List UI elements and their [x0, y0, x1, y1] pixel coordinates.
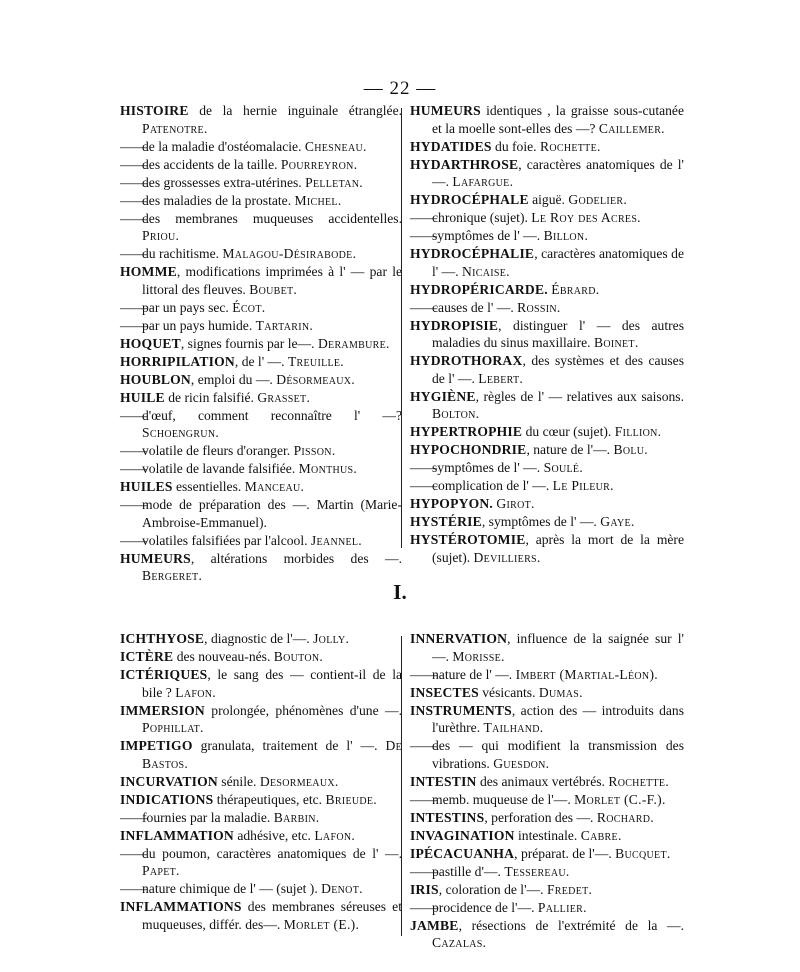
entry-text: des membranes muqueuses accidentelles.	[142, 210, 402, 226]
entry-author: Bolu.	[613, 442, 648, 457]
ditto-dash: ——	[120, 461, 148, 476]
entry-headword: JAMBE	[410, 917, 459, 933]
index-entry	[410, 459, 684, 477]
entry-headword: HUMEURS	[120, 550, 191, 566]
entry-text: du cœur (sujet).	[522, 424, 612, 439]
entry-headword: INNERVATION	[410, 631, 508, 646]
index-entry	[120, 648, 402, 666]
ditto-dash: ——	[120, 210, 148, 226]
entry-headword: HYPOCHONDRIE	[410, 442, 527, 457]
entry-text: identiques , la graisse sous-cutanée et la moelle sont-elles des —?	[432, 103, 684, 136]
ditto-dash: ——	[120, 246, 148, 261]
index-entry	[410, 702, 684, 737]
entry-author: Pallier.	[537, 899, 587, 915]
entry-author: Patenotre.	[142, 120, 208, 136]
entry-author: Treuille.	[287, 353, 345, 369]
entry-headword: ICHTHYOSE	[120, 631, 205, 646]
entry-text: memb. muqueuse de l'—.	[432, 791, 571, 807]
entry-author: Jeannel.	[310, 532, 363, 548]
entry-text: , coloration de l'—.	[438, 881, 544, 897]
index-entry	[120, 317, 402, 335]
entry-headword: HYDROPISIE	[410, 317, 499, 333]
page-number: — 22 —	[363, 78, 437, 99]
entry-headword: HOQUET	[120, 335, 181, 351]
index-entry	[120, 102, 402, 137]
index-entry	[120, 478, 402, 496]
index-entry	[410, 827, 684, 845]
entry-author: Le Pileur.	[552, 478, 614, 493]
index-entry	[410, 138, 684, 156]
entry-headword: HYSTÉRIE	[410, 514, 482, 529]
index-entry	[120, 737, 402, 772]
entry-headword: HYDROCÉPHALE	[410, 192, 529, 207]
index-column-top-right	[410, 102, 684, 567]
index-entry	[410, 209, 684, 227]
entry-author: Lafargue.	[452, 174, 514, 189]
entry-text: fournies par la maladie.	[142, 809, 271, 825]
entry-author: Derambure.	[317, 335, 390, 351]
entry-text: symptômes de l' —.	[432, 460, 541, 475]
entry-text: , des systèmes et des causes de l' —.	[432, 353, 684, 386]
ditto-dash: ——	[410, 478, 438, 493]
index-entry	[410, 809, 684, 827]
ditto-dash: ——	[120, 881, 148, 896]
entry-author: Malagou-Désirabode.	[222, 246, 357, 261]
entry-headword: INVAGINATION	[410, 827, 515, 843]
entry-text: essentielles.	[172, 479, 242, 494]
index-entry	[410, 245, 684, 280]
ditto-dash: ——	[120, 532, 148, 548]
ditto-dash: ——	[120, 845, 148, 861]
entry-headword: IPÉCACUANHA	[410, 845, 515, 861]
ditto-dash: ——	[120, 299, 148, 315]
entry-headword: IMPETIGO	[120, 738, 193, 753]
entry-author: Pisson.	[293, 443, 336, 458]
entry-author: Morlet (E.).	[283, 916, 360, 932]
entry-headword: HUMEURS	[410, 103, 481, 118]
entry-author: Cabre.	[580, 827, 622, 843]
index-entry	[410, 513, 684, 531]
entry-headword: IMMERSION	[120, 702, 205, 718]
entry-headword: INTESTIN	[410, 773, 477, 789]
entry-author: Dumas.	[538, 684, 583, 700]
index-entry	[120, 630, 402, 648]
entry-headword: HISTOIRE	[120, 103, 189, 118]
entry-text: volatiles falsifiées par l'alcool.	[142, 532, 308, 548]
entry-text: des nouveau-nés.	[173, 649, 271, 664]
entry-author: Nicaise.	[462, 263, 510, 279]
index-entry	[410, 299, 684, 317]
entry-headword: HOUBLON	[120, 371, 191, 387]
entry-text: , préparat. de l'—.	[514, 845, 612, 861]
ditto-dash: ——	[410, 228, 438, 243]
entry-text: , de l' —.	[234, 353, 285, 369]
entry-author: Barbin.	[273, 809, 320, 825]
entry-text: des accidents de la taille.	[142, 156, 278, 172]
index-entry	[410, 441, 684, 459]
entry-text: , résections de l'extrémité de la —.	[458, 917, 684, 933]
entry-author: Fillion.	[614, 424, 662, 439]
ditto-dash: ——	[120, 407, 148, 423]
entry-text: vésicants.	[478, 684, 536, 700]
index-entry	[410, 352, 684, 387]
entry-author: Billon.	[543, 228, 589, 243]
index-entry	[120, 192, 402, 210]
entry-text: volatile de fleurs d'oranger.	[142, 443, 291, 458]
entry-text: , le sang des — contient-il de la bile ?	[142, 667, 402, 700]
entry-author: Desormeaux.	[259, 773, 339, 789]
index-entry	[410, 191, 684, 209]
entry-author: Boubet.	[249, 281, 298, 297]
index-entry	[120, 845, 402, 880]
entry-author: Écot.	[232, 299, 266, 315]
index-entry	[120, 407, 402, 442]
index-entry	[120, 245, 402, 263]
entry-author: Lafon.	[175, 684, 216, 700]
entry-author: Bucquet.	[615, 845, 671, 861]
entry-author: Rochard.	[596, 809, 654, 825]
entry-text: du poumon, caractères anatomiques de l' —.	[142, 845, 402, 861]
entry-author: Schoengrun.	[142, 425, 220, 440]
index-entry	[410, 227, 684, 245]
ditto-dash: ——	[410, 210, 438, 225]
entry-author: Rochette.	[539, 138, 601, 154]
index-entry	[120, 371, 402, 389]
entry-text: aiguë.	[528, 192, 565, 207]
column-divider-bottom	[401, 636, 402, 936]
index-entry	[120, 156, 402, 174]
entry-text: , modifications imprimées à l' — par le littoral des fleuves.	[142, 264, 402, 297]
entry-headword: HUILE	[120, 389, 165, 405]
entry-text: volatile de lavande falsifiée.	[142, 461, 296, 476]
entry-author: Tessereau.	[504, 863, 570, 879]
index-entry	[120, 898, 402, 933]
entry-text: , nature de l'—.	[526, 442, 611, 457]
index-entry	[410, 917, 684, 952]
entry-text: des animaux vertébrés.	[476, 773, 605, 789]
entry-text: , emploi du —.	[190, 371, 273, 387]
entry-author: Girot.	[496, 496, 535, 511]
entry-author: Chesneau.	[304, 138, 367, 154]
ditto-dash: ——	[410, 666, 438, 682]
entry-text: sénile.	[217, 773, 257, 789]
entry-author: Papet.	[142, 863, 180, 878]
entry-headword: HYDROTHORAX	[410, 353, 523, 368]
entry-headword: INFLAMMATION	[120, 827, 234, 843]
entry-text: adhésive, etc.	[233, 827, 311, 843]
entry-text: des grossesses extra-utérines.	[142, 174, 302, 190]
index-entry	[120, 174, 402, 192]
ditto-dash: ——	[410, 738, 438, 753]
entry-text: , action des — introduits dans l'urèthre.	[432, 702, 684, 735]
column-divider-top	[401, 108, 402, 548]
entry-text: thérapeutiques, etc.	[213, 791, 323, 807]
entry-author: Jolly.	[313, 631, 350, 646]
entry-text: , altérations morbides des —.	[190, 550, 402, 566]
ditto-dash: ——	[120, 317, 148, 333]
entry-text: chronique (sujet).	[432, 210, 528, 225]
ditto-dash: ——	[410, 791, 438, 807]
entry-text: procidence de l'—.	[432, 899, 535, 915]
entry-text: par un pays sec.	[142, 299, 229, 315]
index-entry	[120, 496, 402, 531]
index-entry	[120, 702, 402, 737]
index-entry	[120, 138, 402, 156]
ditto-dash: ——	[120, 497, 148, 512]
entry-headword: INSECTES	[410, 684, 479, 700]
entry-author: Le Roy des Acres.	[531, 210, 641, 225]
index-entry	[410, 423, 684, 441]
index-entry	[120, 353, 402, 371]
entry-author: Pourreyron.	[280, 156, 358, 172]
entry-text: de la hernie inguinale étranglée.	[188, 103, 402, 118]
entry-author: Rossin.	[517, 299, 561, 315]
entry-author: Bolton.	[432, 406, 480, 421]
index-column-bottom-left	[120, 630, 402, 934]
index-entry	[120, 460, 402, 478]
entry-text: de ricin falsifié.	[164, 389, 254, 405]
entry-headword: HYGIÈNE	[410, 388, 476, 404]
entry-headword: INFLAMMATIONS	[120, 899, 242, 914]
index-entry	[120, 827, 402, 845]
entry-text: , symptômes de l' —.	[481, 514, 597, 529]
entry-headword: HYPOPYON.	[410, 496, 493, 511]
entry-headword: HUILES	[120, 479, 173, 494]
ditto-dash: ——	[410, 299, 438, 315]
index-entry	[410, 281, 684, 299]
entry-text: causes de l' —.	[432, 299, 514, 315]
ditto-dash: ——	[120, 192, 148, 208]
entry-author: Pophillat.	[142, 720, 204, 735]
ditto-dash: ——	[410, 863, 438, 879]
entry-author: Rochette.	[608, 773, 670, 789]
index-entry	[410, 881, 684, 899]
index-entry	[120, 809, 402, 827]
entry-text: complication de l' —.	[432, 478, 550, 493]
entry-author: Boinet.	[593, 335, 639, 350]
entry-text: granulata, traitement de l' —.	[192, 738, 378, 753]
entry-author: Caillemer.	[598, 120, 665, 136]
index-entry	[120, 263, 402, 298]
entry-author: Lafon.	[314, 827, 356, 843]
entry-headword: IRIS	[410, 881, 439, 897]
entry-headword: HYSTÉROTOMIE	[410, 532, 526, 547]
entry-author: Bergeret.	[142, 568, 203, 583]
entry-headword: HYDARTHROSE	[410, 156, 519, 172]
index-entry	[120, 666, 402, 701]
entry-author: Guesdon.	[493, 755, 550, 771]
index-entry	[120, 880, 402, 898]
entry-text: des — qui modifient la transmission des vibrations.	[432, 738, 684, 771]
ditto-dash: ——	[120, 443, 148, 458]
ditto-dash: ——	[120, 138, 148, 154]
index-entry	[410, 156, 684, 191]
entry-author: Désormeaux.	[276, 371, 355, 387]
entry-headword: HYDROCÉPHALIE	[410, 246, 535, 261]
entry-text: mode de préparation des —. Martin (Marie-Ambroise-Emmanuel).	[142, 497, 402, 530]
entry-author: Monthus.	[298, 461, 358, 476]
entry-text: de la maladie d'ostéomalacie.	[142, 138, 302, 154]
index-entry	[410, 531, 684, 566]
entry-author: Pelletan.	[305, 174, 363, 190]
entry-text: prolongée, phénomènes d'une —.	[204, 702, 402, 718]
ditto-dash: ——	[120, 156, 148, 172]
index-entry	[120, 299, 402, 317]
entry-headword: INTESTINS	[410, 809, 485, 825]
index-entry	[410, 630, 684, 665]
entry-headword: HYDROPÉRICARDE.	[410, 281, 548, 297]
entry-author: Tartarin.	[255, 317, 314, 333]
entry-author: Denot.	[321, 881, 363, 896]
entry-author: Grasset.	[257, 389, 311, 405]
entry-text: , après la mort de la mère (sujet).	[432, 532, 684, 565]
index-entry	[120, 210, 402, 245]
entry-text: , signes fournis par le—.	[180, 335, 315, 351]
entry-headword: INSTRUMENTS	[410, 702, 512, 718]
entry-text: des membranes séreuses et muqueuses, différ. des—.	[142, 899, 402, 932]
section-heading: I.	[393, 580, 407, 604]
entry-headword: ICTÈRE	[120, 649, 174, 664]
entry-text: , règles de l' — relatives aux saisons.	[475, 388, 684, 404]
index-entry	[410, 317, 684, 352]
index-column-bottom-right	[410, 630, 684, 952]
entry-headword: HOMME	[120, 264, 177, 279]
entry-author: Godelier.	[568, 192, 628, 207]
entry-text: , diagnostic de l'—.	[204, 631, 310, 646]
index-entry	[410, 684, 684, 702]
entry-author: Bouton.	[273, 649, 324, 664]
entry-text: , distinguer l' — des autres maladies du sinus maxillaire.	[432, 317, 684, 350]
index-entry	[410, 477, 684, 495]
entry-text: par un pays humide.	[142, 317, 253, 333]
index-entry	[410, 666, 684, 684]
entry-text: intestinale.	[514, 827, 578, 843]
entry-text: , perforation des —.	[484, 809, 594, 825]
entry-headword: HYDATIDES	[410, 138, 492, 154]
entry-author: Soulé.	[543, 460, 584, 475]
entry-author: Ébrard.	[551, 281, 600, 297]
ditto-dash: ——	[410, 899, 438, 915]
index-entry	[410, 737, 684, 772]
entry-author: Imbert (Martial-Léon).	[515, 666, 658, 682]
index-entry	[410, 102, 684, 137]
entry-author: Cazalas.	[432, 935, 487, 950]
entry-headword: INDICATIONS	[120, 791, 214, 807]
entry-text: d'œuf, comment reconnaître l' —?	[142, 407, 402, 423]
index-entry	[120, 389, 402, 407]
index-entry	[410, 845, 684, 863]
entry-author: De Bastos.	[142, 738, 402, 771]
entry-text: du rachitisme.	[142, 246, 220, 261]
index-entry	[410, 863, 684, 881]
index-entry	[120, 791, 402, 809]
entry-author: Priou.	[142, 228, 180, 243]
entry-author: Morisse.	[452, 648, 505, 664]
entry-text: nature chimique de l' — (sujet ).	[142, 881, 318, 896]
index-entry	[120, 335, 402, 353]
ditto-dash: ——	[120, 174, 148, 190]
index-entry	[410, 388, 684, 423]
ditto-dash: ——	[120, 809, 148, 825]
entry-text: du foie.	[491, 138, 537, 154]
entry-headword: ICTÉRIQUES	[120, 667, 208, 682]
entry-author: Lebert.	[478, 370, 524, 386]
index-entry	[410, 899, 684, 917]
index-entry	[410, 495, 684, 513]
entry-author: Devilliers.	[473, 549, 541, 565]
index-entry	[410, 773, 684, 791]
index-entry	[120, 442, 402, 460]
entry-author: Michel.	[294, 192, 342, 208]
entry-author: Brieude.	[325, 791, 378, 807]
ditto-dash: ——	[410, 460, 438, 475]
entry-text: , caractères anatomiques de l' —.	[432, 246, 684, 279]
entry-text: nature de l' —.	[432, 666, 513, 682]
index-entry	[120, 773, 402, 791]
entry-text: symptômes de l' —.	[432, 228, 541, 243]
entry-headword: HORRIPILATION	[120, 353, 235, 369]
entry-text: des maladies de la prostate.	[142, 192, 292, 208]
index-entry	[120, 532, 402, 550]
index-column-top-left	[120, 102, 402, 585]
entry-text: , caractères anatomiques de l' —.	[432, 156, 684, 189]
entry-author: Fredet.	[546, 881, 593, 897]
entry-author: Morlet (C.-F.).	[574, 791, 666, 807]
entry-author: Tailhand.	[483, 720, 544, 735]
index-entry	[410, 791, 684, 809]
entry-text: pastille d'—.	[432, 863, 501, 879]
entry-headword: INCURVATION	[120, 773, 218, 789]
entry-author: Manceau.	[244, 479, 305, 494]
entry-author: Gaye.	[600, 514, 635, 529]
entry-headword: HYPERTROPHIE	[410, 424, 523, 439]
entry-text: , influence de la saignée sur l' —.	[432, 631, 684, 664]
